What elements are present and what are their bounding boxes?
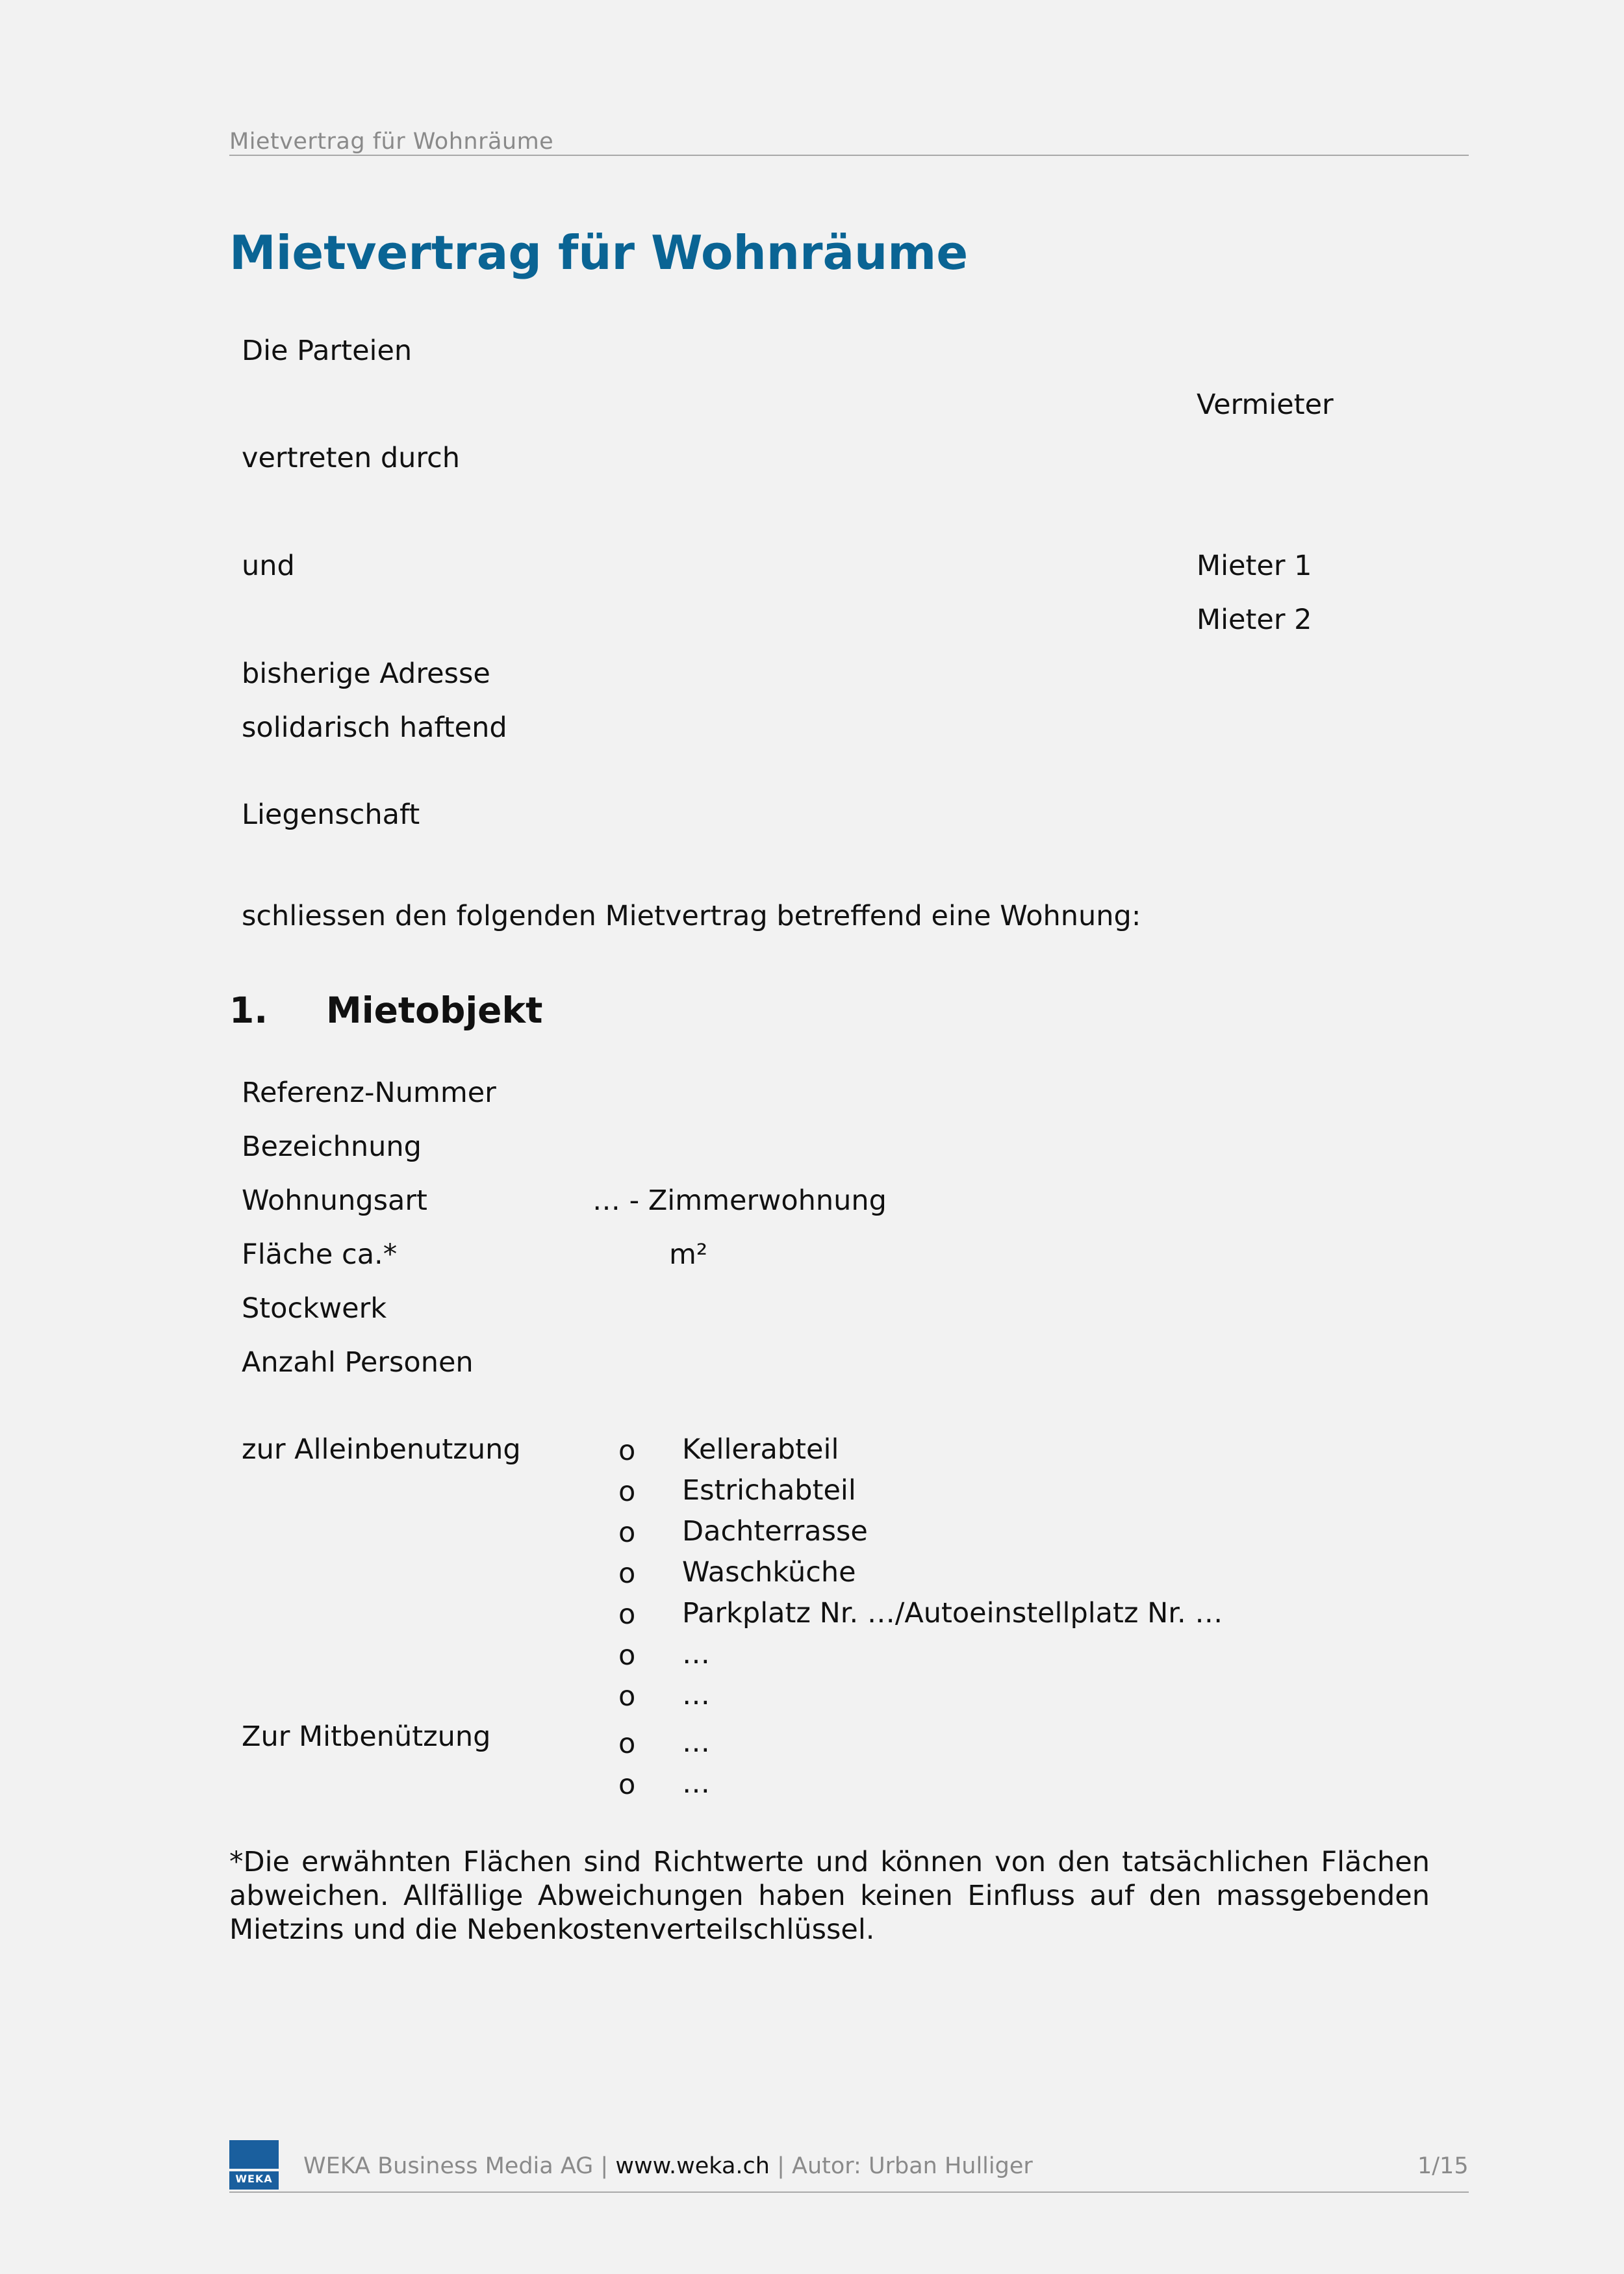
footer-url-link[interactable]: www.weka.ch xyxy=(615,2153,770,2179)
parties-intro: Die Parteien xyxy=(242,335,412,367)
exclusive-item-placeholder: … xyxy=(682,1638,710,1670)
shared-use-label: Zur Mitbenützung xyxy=(242,1720,491,1753)
tenant1-label: Mieter 1 xyxy=(1197,550,1312,582)
exclusive-item-attic: Estrichabteil xyxy=(682,1474,856,1507)
footer-credits xyxy=(303,2153,1033,2179)
tenant2-label: Mieter 2 xyxy=(1197,604,1312,636)
running-header: Mietvertrag für Wohnräume xyxy=(229,129,554,155)
field-value-area-unit: m² xyxy=(669,1238,708,1271)
field-label-reference: Referenz-Nummer xyxy=(242,1077,496,1109)
footer-company: WEKA Business Media AG | xyxy=(303,2153,609,2179)
field-label-designation: Bezeichnung xyxy=(242,1131,422,1163)
field-label-floor: Stockwerk xyxy=(242,1292,387,1325)
field-label-apartment-type: Wohnungsart xyxy=(242,1184,427,1217)
page-number: 1/15 xyxy=(1417,2153,1469,2179)
header-divider xyxy=(229,155,1469,156)
logo-text: WEKA xyxy=(235,2173,273,2185)
field-label-persons: Anzahl Personen xyxy=(242,1346,474,1379)
bullet-icon: o xyxy=(618,1557,636,1590)
bullet-icon: o xyxy=(618,1680,636,1713)
bullet-icon: o xyxy=(618,1769,636,1801)
landlord-label: Vermieter xyxy=(1197,389,1334,421)
section-number: 1. xyxy=(229,990,268,1031)
weka-logo xyxy=(229,2140,279,2190)
bullet-icon: o xyxy=(618,1639,636,1672)
bullet-icon: o xyxy=(618,1728,636,1760)
contract-statement: schliessen den folgenden Mietvertrag betreffend eine Wohnung: xyxy=(242,900,1141,932)
exclusive-item-cellar: Kellerabteil xyxy=(682,1433,839,1466)
property-label: Liegenschaft xyxy=(242,798,420,831)
area-footnote: *Die erwähnten Flächen sind Richtwerte und können von den tatsächlichen Flächen abweichen. Allfällige Abweichungen haben keinen Einfluss auf den massgebenden Mietzins und die Nebenkostenverteilschlüssel. xyxy=(229,1846,1430,1946)
shared-item-placeholder: … xyxy=(682,1767,710,1800)
section-title: Mietobjekt xyxy=(326,990,543,1031)
and-label: und xyxy=(242,550,295,582)
exclusive-item-parking: Parkplatz Nr. …/Autoeinstellplatz Nr. … xyxy=(682,1597,1223,1629)
bullet-icon: o xyxy=(618,1516,636,1549)
field-label-area: Fläche ca.* xyxy=(242,1238,398,1271)
exclusive-item-laundry: Waschküche xyxy=(682,1556,856,1589)
exclusive-item-roof-terrace: Dachterrasse xyxy=(682,1515,868,1548)
bullet-icon: o xyxy=(618,1435,636,1467)
footer-author: | Autor: Urban Hulliger xyxy=(777,2153,1033,2179)
represented-by-label: vertreten durch xyxy=(242,442,461,474)
field-value-apartment-type: … - Zimmerwohnung xyxy=(592,1184,887,1217)
exclusive-use-label: zur Alleinbenutzung xyxy=(242,1433,521,1466)
page-title: Mietvertrag für Wohnräume xyxy=(229,225,969,280)
bullet-icon: o xyxy=(618,1598,636,1631)
jointly-liable-label: solidarisch haftend xyxy=(242,711,507,744)
bullet-icon: o xyxy=(618,1476,636,1508)
footer-divider xyxy=(229,2191,1469,2193)
shared-item-placeholder: … xyxy=(682,1726,710,1759)
exclusive-item-placeholder: … xyxy=(682,1679,710,1711)
previous-address-label: bisherige Adresse xyxy=(242,658,490,690)
